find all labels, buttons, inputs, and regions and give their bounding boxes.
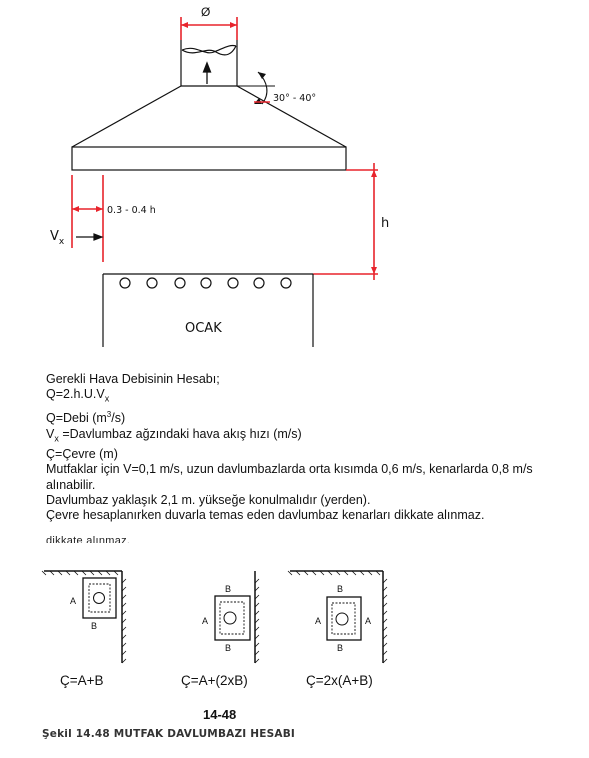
inset-distance-dimension <box>72 175 103 262</box>
plan3-label-a-left: A <box>315 616 322 626</box>
burner <box>201 278 211 288</box>
figure-caption: Şekil 14.48 MUTFAK DAVLUMBAZI HESABI <box>42 728 296 740</box>
velocity-arrow <box>76 234 102 240</box>
burner <box>228 278 238 288</box>
burner <box>120 278 130 288</box>
height-label: h <box>381 216 390 231</box>
diameter-label: Ø <box>201 5 211 19</box>
velocity-label: $V_x$ <box>50 229 65 247</box>
calculation-text <box>46 372 576 524</box>
burner <box>147 278 157 288</box>
angle-indicator <box>237 72 275 104</box>
page-number: 14-48 <box>203 707 237 722</box>
plan-view-single-wall <box>215 571 259 663</box>
perimeter-note: Çevre hesaplanırken duvarla temas eden davlumbaz kenarları dikkate alınmaz. <box>46 508 485 523</box>
heading-line: Gerekli Hava Debisinin Hesabı; <box>46 372 220 386</box>
flow-definition: Q=Debi $(m^3/s)$ <box>46 410 126 426</box>
stove-label: OCAK <box>185 321 222 336</box>
perimeter-definition: Ç=Çevre (m) <box>46 446 118 461</box>
formula-island: Ç=2x(A+B) <box>306 673 373 688</box>
inset-distance-label: 0.3 - 0.4 h <box>107 205 156 216</box>
plan-view-corner <box>42 571 126 663</box>
plan1-label-a: A <box>70 596 77 606</box>
plan3-label-b-bottom: B <box>337 643 344 653</box>
plan2-label-a: A <box>202 616 209 626</box>
airflow-up-arrow <box>204 63 211 84</box>
plan3-label-b-top: B <box>337 584 344 594</box>
flow-formula: $Q=2.h.U.V_x$ <box>46 387 110 404</box>
velocity-values-note: Mutfaklar için V=0,1 m/s, uzun davlumbazlarda orta kısımda 0,6 m/s, kenarlarda 0,8 m/s alınabilir. <box>46 462 533 492</box>
angle-label: 30° - 40° <box>273 93 317 104</box>
velocity-definition: $V_x$ =Davlumbaz ağzındaki hava akış hızı (m/s) <box>46 426 302 444</box>
burner <box>254 278 264 288</box>
formula-single-wall: Ç=A+(2xB) <box>181 673 248 688</box>
plan2-label-b-bottom: B <box>225 643 232 653</box>
plan3-label-a-right: A <box>365 616 372 626</box>
burner <box>175 278 185 288</box>
diameter-dimension <box>181 17 237 40</box>
cropped-text-fragment: dikkate alınmaz. <box>46 535 131 543</box>
stove <box>103 274 313 347</box>
formula-corner: Ç=A+B <box>60 673 104 688</box>
exhaust-duct <box>181 40 237 86</box>
height-dimension <box>313 163 378 280</box>
plan1-label-b: B <box>91 621 98 631</box>
plan2-label-b-top: B <box>225 584 232 594</box>
mounting-height-note: Davlumbaz yaklaşık 2,1 m. yükseğe konulmalıdır (yerden). <box>46 493 371 507</box>
burner <box>281 278 291 288</box>
